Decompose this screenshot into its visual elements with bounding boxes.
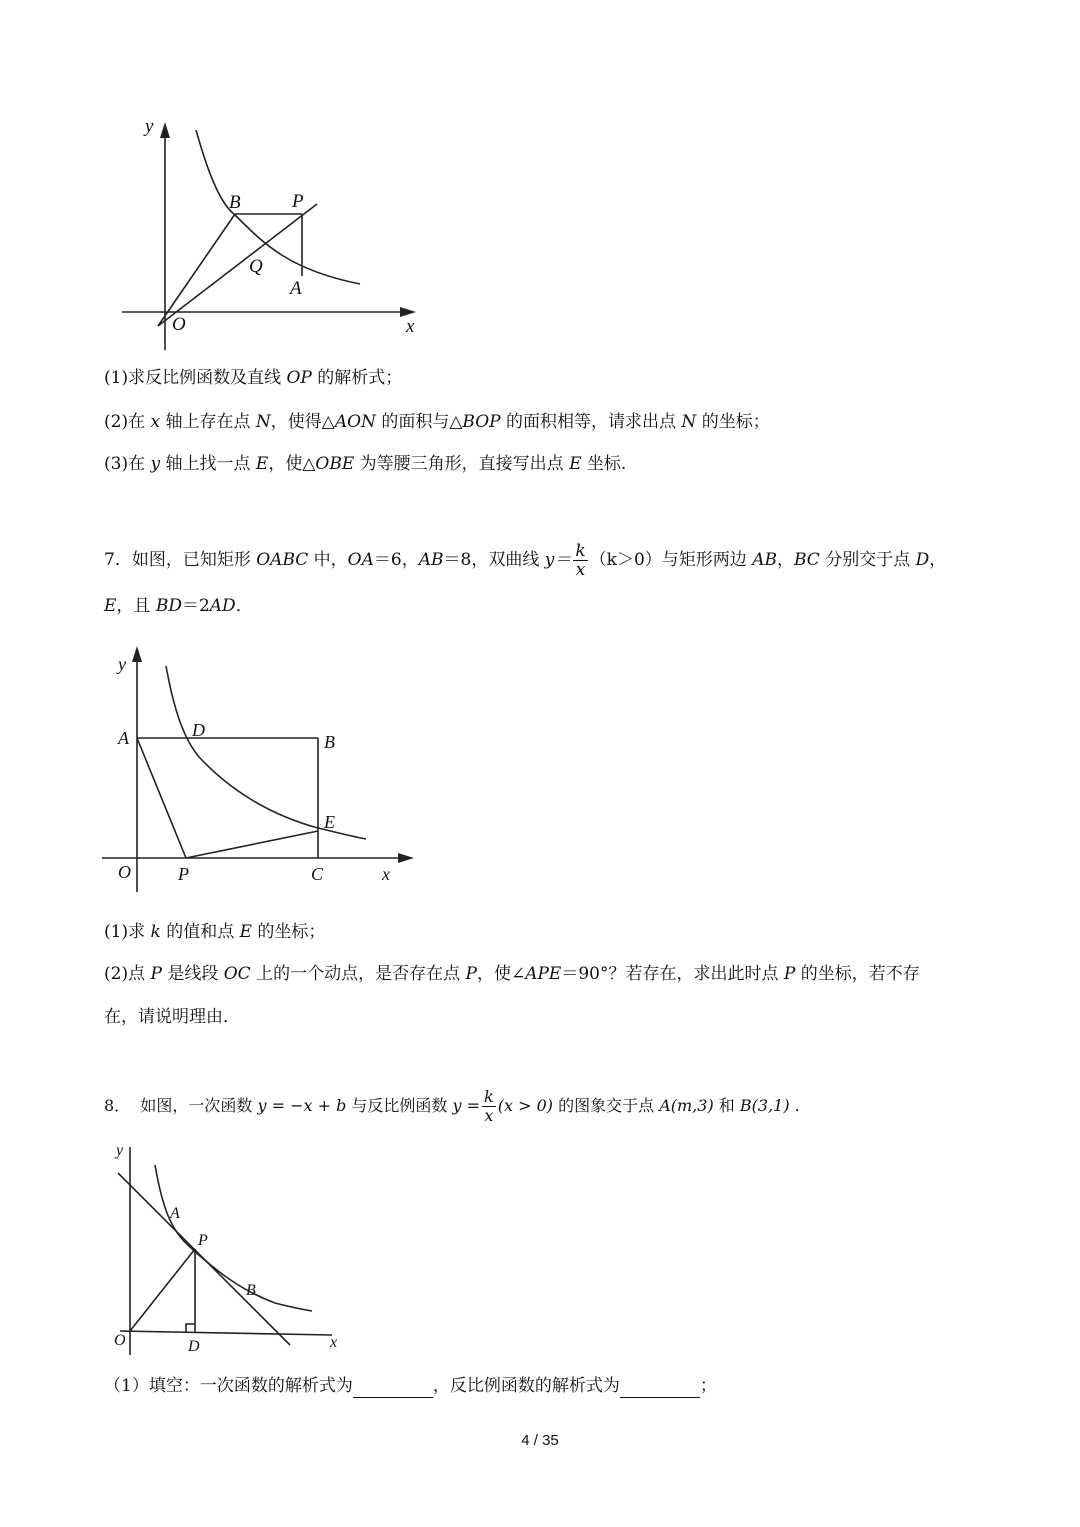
q7-frac-num: k (575, 541, 586, 561)
q7-comma2: ， (929, 550, 947, 570)
label-b: B (324, 732, 335, 752)
segment-pe (186, 831, 318, 858)
figure-inverse-function-opq (110, 110, 440, 360)
q7-line2-e: E (104, 596, 117, 616)
q7-line2-c: ． (235, 596, 253, 616)
q6-part2-n: N (255, 412, 271, 432)
q8-part1 (104, 1374, 717, 1398)
q7-stem-c: 分别交于点 (819, 550, 916, 570)
q7-part2-c: 上的一个动点，是否存在点 (250, 964, 466, 984)
q7-y-eq: y＝ (544, 550, 572, 570)
q6-part3-b: 轴上找一点 (160, 454, 256, 474)
label-y: y (118, 654, 126, 674)
q8-number: 8． (104, 1096, 131, 1115)
x-axis (120, 1331, 332, 1335)
figure-linear-inverse-intersection (100, 1135, 360, 1360)
q7-ab2: AB (752, 550, 777, 570)
q6-part3-obe: OBE (315, 454, 355, 474)
q7-stem-line2 (104, 594, 253, 618)
q7-part2-b: 是线段 (161, 964, 224, 984)
q6-part3-e2: E (569, 454, 582, 474)
q7-ab: AB (418, 550, 444, 570)
q8-fill-b: ，反比例函数的解析式为 (432, 1376, 620, 1396)
label-x: x (406, 316, 415, 337)
answer-blank-inverse[interactable] (620, 1379, 700, 1398)
segment-ob (158, 214, 235, 326)
q7-part2-f: 的坐标，若不存 (795, 964, 920, 984)
label-e: E (324, 812, 335, 832)
q7-d: D (915, 550, 930, 570)
q6-part3-c: ，使△ (268, 454, 316, 474)
q6-part2-f: 的坐标； (696, 412, 770, 432)
label-o: O (114, 1332, 126, 1349)
q7-part2-p2: P (465, 964, 477, 984)
q8-c: 的图象交于点 (553, 1096, 660, 1115)
q6-part2-c: ，使得△ (270, 412, 335, 432)
q7-part2-d: ，使∠ (476, 964, 526, 984)
q8-point-a: A(m,3) (659, 1096, 714, 1115)
q7-oabc: OABC (256, 550, 309, 570)
label-c: C (311, 864, 324, 884)
q7-part1-a: (1)求 (104, 922, 151, 942)
segment-ap (137, 738, 186, 858)
figure-rectangle-oabc (100, 640, 430, 900)
label-p: P (292, 191, 304, 212)
x-axis-arrow (398, 853, 414, 863)
label-d: D (192, 720, 205, 740)
q7-eq8: ＝8，双曲线 (443, 550, 545, 570)
label-y: y (116, 1142, 124, 1159)
q8-stem (104, 1088, 800, 1125)
q8-b: 与反比例函数 (346, 1096, 453, 1115)
label-o: O (172, 314, 186, 335)
q7-part2-e: ＝90°？若存在，求出此时点 (561, 964, 784, 984)
q6-part2-d: 的面积与△ (375, 412, 463, 432)
label-a: A (290, 278, 302, 299)
q7-comma: ， (776, 550, 794, 570)
q8-fraction (482, 1088, 496, 1125)
q7-line2-a: ，且 (116, 596, 156, 616)
y-axis-arrow (132, 646, 142, 662)
q7-stem-b: 中， (308, 550, 348, 570)
q8-cond: (x > 0) (497, 1096, 554, 1115)
q7-part1-b: 的值和点 (160, 922, 240, 942)
label-b: B (246, 1282, 256, 1299)
q7-part1 (104, 920, 325, 944)
q6-part1-text-a: (1)求反比例函数及直线 (104, 368, 287, 388)
q6-part1 (104, 366, 402, 390)
label-a: A (170, 1205, 180, 1222)
q6-part2-n2: N (681, 412, 697, 432)
q7-cond: （k＞0）与矩形两边 (589, 550, 753, 570)
q8-e: . (789, 1096, 800, 1115)
q6-part3-e: E (255, 454, 269, 474)
q6-part2-b: 轴上存在点 (160, 412, 256, 432)
q6-part1-var: OP (286, 368, 312, 388)
label-y: y (145, 116, 154, 137)
q6-part3-e-end: 坐标. (581, 454, 627, 474)
q6-part1-text-b: 的解析式； (311, 368, 403, 388)
label-p: P (178, 864, 189, 884)
y-axis-arrow (160, 122, 170, 138)
q7-line2-b: ＝2 (181, 596, 210, 616)
label-o: O (118, 862, 131, 882)
q7-stem-a: 7．如图，已知矩形 (104, 550, 257, 570)
label-q: Q (249, 256, 263, 277)
q8-a: 如图，一次函数 (140, 1096, 258, 1115)
q8-point-b: B(3,1) (739, 1096, 790, 1115)
q6-part3 (104, 452, 626, 476)
segment-op (130, 1249, 195, 1331)
page-number: 4 / 35 (521, 1432, 559, 1449)
q6-part3-y: y (150, 454, 161, 474)
q7-fraction (573, 542, 587, 579)
hyperbola-curve (166, 666, 366, 839)
q6-part2 (104, 410, 770, 434)
q6-part2-a: (2)在 (104, 412, 151, 432)
q8-fill-c: ； (699, 1376, 717, 1396)
q7-ad: AD (209, 596, 236, 616)
label-a: A (118, 728, 129, 748)
q6-part2-aon: AON (334, 412, 376, 432)
q6-part2-bop: BOP (462, 412, 501, 432)
q7-frac-den: x (575, 560, 586, 580)
q7-part2-ape: APE (525, 964, 562, 984)
q7-bc: BC (793, 550, 820, 570)
label-x: x (330, 1334, 338, 1351)
q6-part3-d: 为等腰三角形，直接写出点 (354, 454, 570, 474)
q6-part2-e: 的面积相等，请求出点 (500, 412, 682, 432)
label-d: D (188, 1338, 200, 1355)
q7-part2-a: (2)点 (104, 964, 151, 984)
q8-y-eq: y = (452, 1096, 481, 1115)
q8-d: 和 (713, 1096, 740, 1115)
q8-fill-a: （1）填空：一次函数的解析式为 (104, 1376, 353, 1396)
q7-part2-g: 在，请说明理由． (104, 1007, 240, 1027)
label-x: x (382, 864, 390, 884)
q7-stem-line1 (104, 542, 946, 579)
answer-blank-linear[interactable] (353, 1379, 433, 1398)
q6-part3-a: (3)在 (104, 454, 151, 474)
q8-frac-den: x (484, 1106, 494, 1125)
q6-part2-x: x (150, 412, 161, 432)
hyperbola-curve (196, 130, 360, 284)
q7-part1-c: 的坐标； (252, 922, 326, 942)
q7-bd: BD (155, 596, 182, 616)
q8-linear-function: y = −x + b (257, 1096, 347, 1115)
q8-frac-num: k (484, 1087, 494, 1106)
q7-oa: OA (347, 550, 374, 570)
q7-part2-p: P (150, 964, 162, 984)
q7-part2-line2 (104, 1005, 240, 1029)
q7-part2-oc: OC (223, 964, 251, 984)
line-op (158, 204, 317, 326)
q7-part2-p3: P (783, 964, 796, 984)
q7-part2 (104, 962, 920, 986)
label-p: P (198, 1232, 208, 1249)
label-b: B (229, 192, 241, 213)
q7-eq6: ＝6， (373, 550, 419, 570)
q7-part1-e: E (239, 922, 253, 942)
q7-part1-k: k (150, 922, 161, 942)
